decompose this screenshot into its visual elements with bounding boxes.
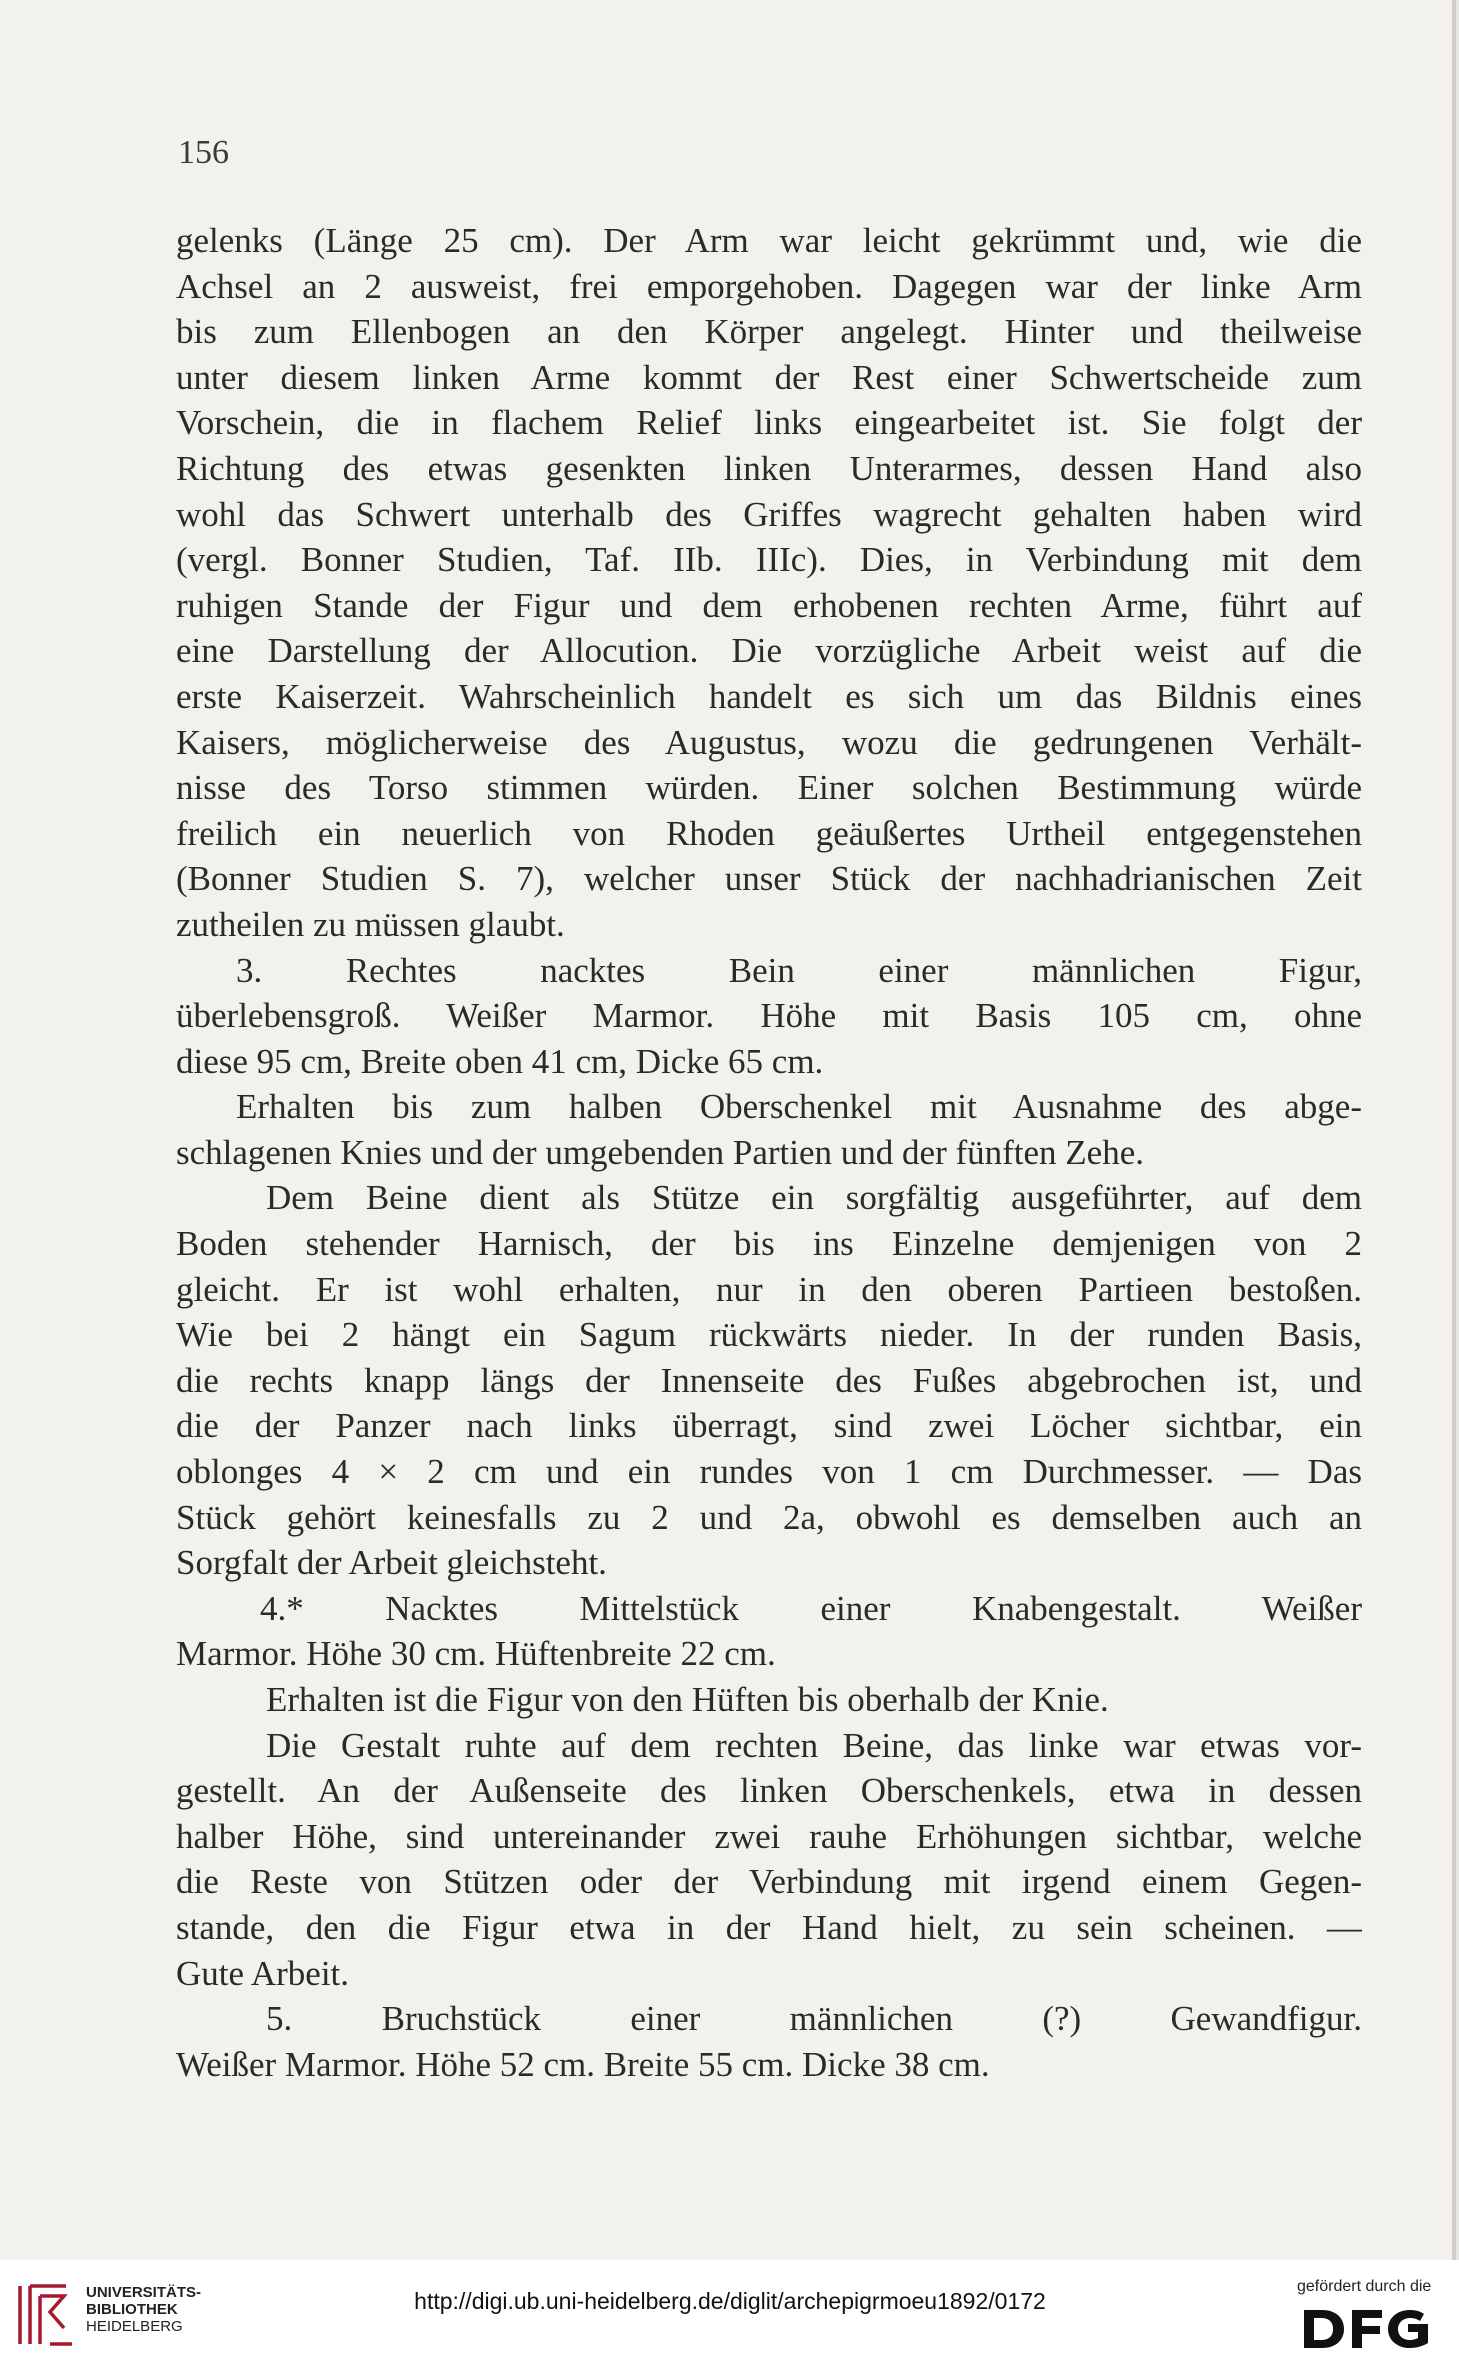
funded-by-label: gefördert durch die [1297, 2278, 1432, 2295]
text-line: Kaisers, möglicherweise des Augustus, wozu die gedrungenen Verhält- [176, 722, 1362, 762]
library-name-line: BIBLIOTHEK [86, 2301, 178, 2318]
source-url[interactable]: http://digi.ub.uni-heidelberg.de/diglit/archepigrmoeu1892/0172 [414, 2288, 1046, 2314]
text-line: nisse des Torso stimmen würden. Einer solchen Bestimmung würde [176, 768, 1362, 808]
dfg-logo [1296, 2304, 1436, 2354]
text-line: die der Panzer nach links überragt, sind zwei Löcher sichtbar, ein [176, 1406, 1362, 1446]
text-line: die rechts knapp längs der Innenseite des Fußes abgebrochen ist, und [176, 1360, 1362, 1400]
page-number: 156 [178, 134, 229, 171]
text-line: gelenks (Länge 25 cm). Der Arm war leicht gekrümmt und, wie die [176, 221, 1362, 260]
text-line: die Reste von Stützen oder der Verbindung mit irgend einem Gegen- [176, 1862, 1362, 1902]
text-line: Boden stehender Harnisch, der bis ins Einzelne demjenigen von 2 [176, 1224, 1362, 1264]
text-line: (vergl. Bonner Studien, Taf. IIb. IIIc). Dies, in Verbindung mit dem [176, 540, 1362, 580]
text-line: Wie bei 2 hängt ein Sagum rückwärts nieder. In der runden Basis, [176, 1315, 1362, 1355]
text-line: gleicht. Er ist wohl erhalten, nur in den oberen Partieen bestoßen. [176, 1269, 1362, 1309]
text-line: Vorschein, die in flachem Relief links eingearbeitet ist. Sie folgt der [176, 403, 1362, 443]
text-line: halber Höhe, sind untereinander zwei rauhe Erhöhungen sichtbar, welche [176, 1816, 1362, 1856]
text-line: zutheilen zu müssen glaubt. [176, 904, 565, 944]
text-line: Richtung des etwas gesenkten linken Unterarmes, dessen Hand also [176, 448, 1362, 488]
text-line: Weißer Marmor. Höhe 52 cm. Breite 55 cm. Dicke 38 cm. [176, 2044, 990, 2084]
text-line: ruhigen Stande der Figur und dem erhobenen rechten Arme, führt auf [176, 585, 1362, 625]
library-name [86, 2284, 201, 2335]
text-line: Die Gestalt ruhte auf dem rechten Beine, das linke war etwas vor- [266, 1725, 1362, 1765]
text-line: Dem Beine dient als Stütze ein sorgfältig ausgeführter, auf dem [266, 1178, 1362, 1218]
text-line: freilich ein neuerlich von Rhoden geäußertes Urtheil entgegenstehen [176, 813, 1362, 853]
text-line: Achsel an 2 ausweist, frei emporgehoben. Dagegen war der linke Arm [176, 266, 1362, 306]
footer-bar [0, 2260, 1459, 2365]
text-line: Marmor. Höhe 30 cm. Hüftenbreite 22 cm. [176, 1634, 776, 1674]
text-line: schlagenen Knies und der umgebenden Partien und der fünften Zehe. [176, 1132, 1145, 1172]
text-line: bis zum Ellenbogen an den Körper angelegt. Hinter und theilweise [176, 312, 1362, 352]
text-line: überlebensgroß. Weißer Marmor. Höhe mit Basis 105 cm, ohne [176, 996, 1362, 1036]
text-line: gestellt. An der Außenseite des linken Oberschenkels, etwa in dessen [176, 1771, 1362, 1811]
text-line: Erhalten ist die Figur von den Hüften bis oberhalb der Knie. [266, 1680, 1109, 1719]
text-line: Gute Arbeit. [176, 1953, 350, 1993]
text-line: (Bonner Studien S. 7), welcher unser Stück der nachhadrianischen Zeit [176, 859, 1362, 899]
text-line: unter diesem linken Arme kommt der Rest einer Schwertscheide zum [176, 357, 1362, 397]
text-line: oblonges 4 × 2 cm und ein rundes von 1 cm Durchmesser. — Das [176, 1452, 1362, 1492]
text-line: wohl das Schwert unterhalb des Griffes wagrecht gehalten haben wird [176, 494, 1362, 534]
library-name-line: UNIVERSITÄTS- [86, 2284, 202, 2301]
body-text [176, 218, 1362, 2087]
dfg-logo-text: DFG [1366, 2332, 1369, 2333]
text-line: stande, den die Figur etwa in der Hand hielt, zu sein scheinen. — [176, 1907, 1362, 1947]
section-heading-4: 4.* Nacktes Mittelstück einer Knabengestalt. Weißer [260, 1588, 1362, 1628]
text-line: eine Darstellung der Allocution. Die vorzügliche Arbeit weist auf die [176, 631, 1362, 671]
library-logo-icon [14, 2282, 76, 2348]
library-name-line: HEIDELBERG [86, 2318, 183, 2335]
text-line: erste Kaiserzeit. Wahrscheinlich handelt es sich um das Bildnis eines [176, 676, 1362, 716]
text-line: Erhalten bis zum halben Oberschenkel mit Ausnahme des abge- [236, 1087, 1362, 1127]
text-line: diese 95 cm, Breite oben 41 cm, Dicke 65 cm. [176, 1041, 824, 1081]
text-line: Stück gehört keinesfalls zu 2 und 2a, obwohl es demselben auch an [176, 1497, 1362, 1537]
section-heading-3: 3. Rechtes nacktes Bein einer männlichen Figur, [236, 950, 1362, 990]
section-heading-5: 5. Bruchstück einer männlichen (?) Gewandfigur. [266, 1999, 1362, 2039]
text-line: Sorgfalt der Arbeit gleichsteht. [176, 1543, 607, 1583]
